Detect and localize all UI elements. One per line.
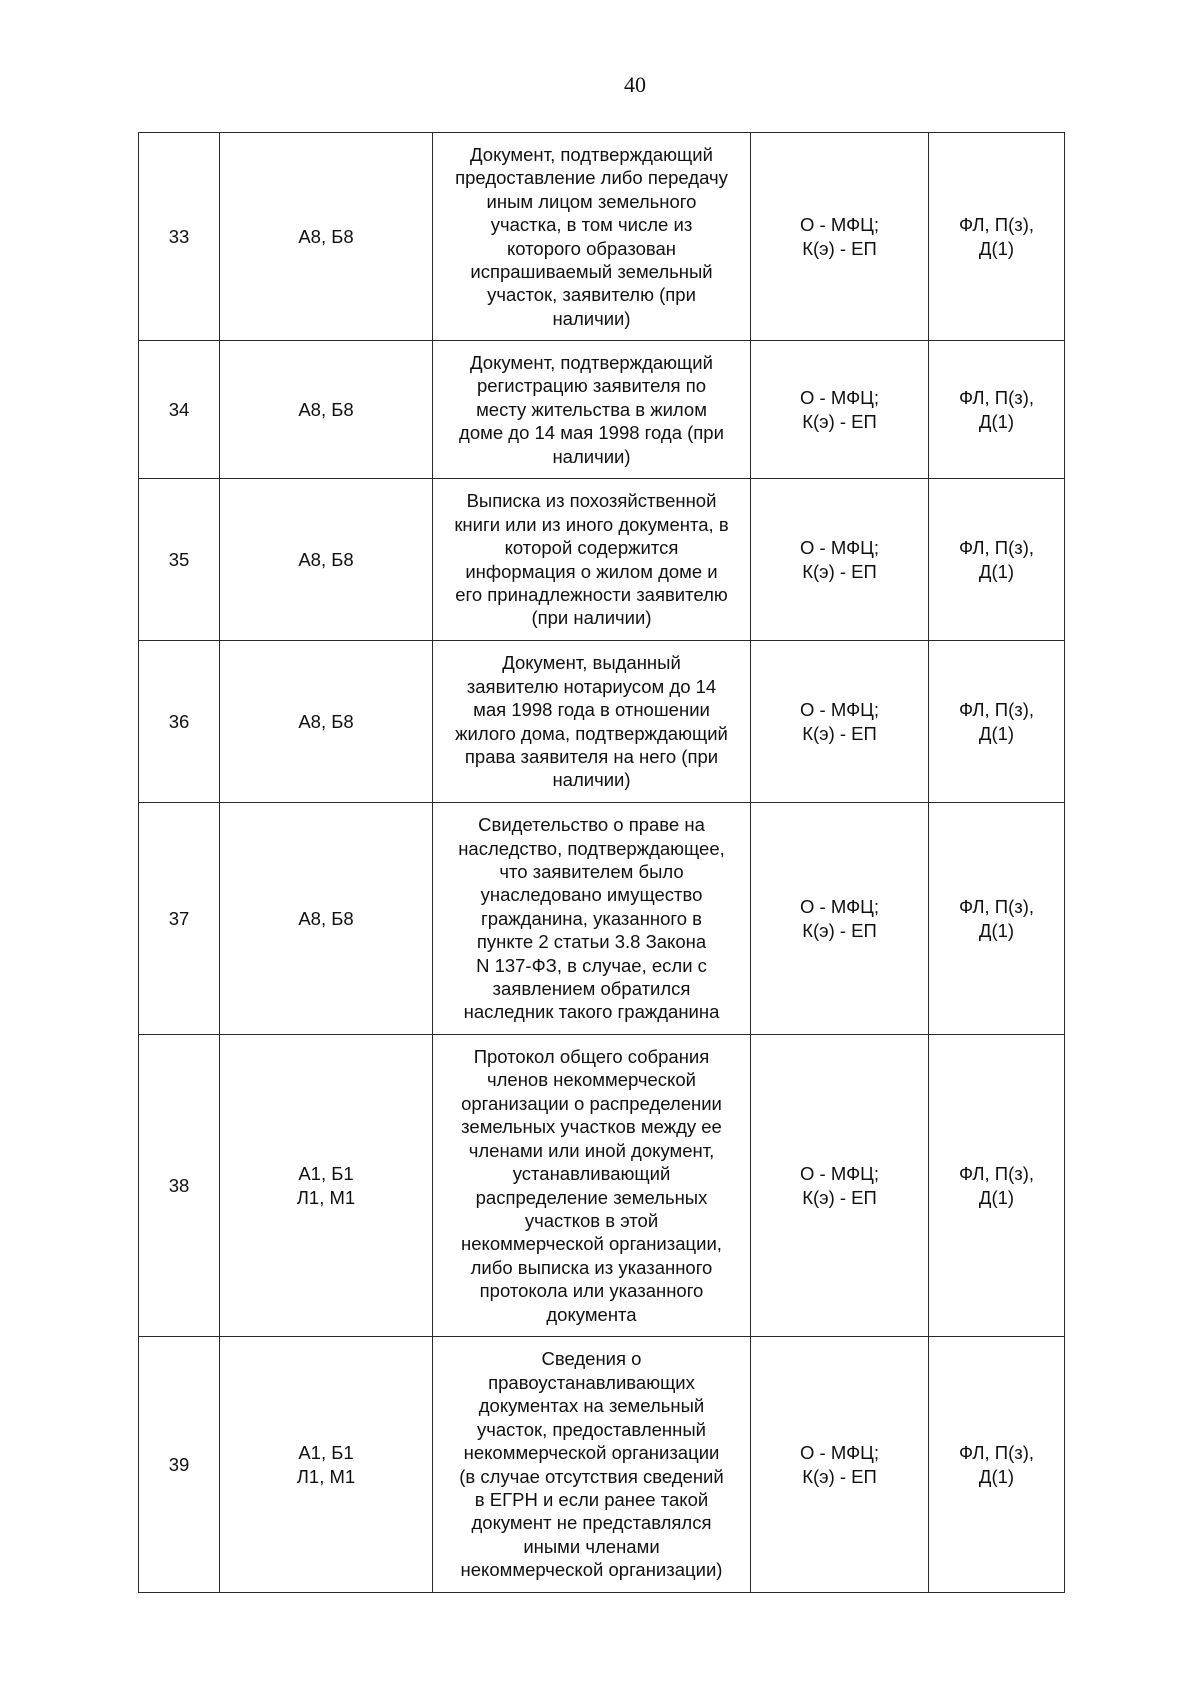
table-row xyxy=(139,1035,1065,1337)
applicants-cell: ФЛ, П(з), Д(1) xyxy=(929,341,1065,479)
document-cell: Сведения о правоустанавливающих документах на земельный участок, предоставленный некоммерческой организации (в случае отсутствия сведений в ЕГРН и если ранее такой документ не представлялся иными членами некоммерческой организации) xyxy=(433,1337,751,1593)
method-cell: О - МФЦ; К(э) - ЕП xyxy=(751,479,929,641)
method-cell: О - МФЦ; К(э) - ЕП xyxy=(751,1035,929,1337)
applicants-cell: ФЛ, П(з), Д(1) xyxy=(929,133,1065,341)
page-number: 40 xyxy=(624,72,646,97)
row-number-cell: 37 xyxy=(139,803,220,1035)
document-cell: Документ, подтверждающий регистрацию заявителя по месту жительства в жилом доме до 14 мая 1998 года (при наличии) xyxy=(433,341,751,479)
row-number-cell: 34 xyxy=(139,341,220,479)
document-cell: Документ, выданный заявителю нотариусом до 14 мая 1998 года в отношении жилого дома, подтверждающий права заявителя на него (при наличии) xyxy=(433,641,751,803)
document-cell: Документ, подтверждающий предоставление либо передачу иным лицом земельного участка, в том числе из которого образован испрашиваемый земельный участок, заявителю (при наличии) xyxy=(433,133,751,341)
table-row xyxy=(139,641,1065,803)
codes-cell: А8, Б8 xyxy=(220,803,433,1035)
row-number-cell: 35 xyxy=(139,479,220,641)
row-number-cell: 33 xyxy=(139,133,220,341)
codes-cell: А8, Б8 xyxy=(220,341,433,479)
documents-table xyxy=(138,132,1065,1593)
applicants-cell: ФЛ, П(з), Д(1) xyxy=(929,1337,1065,1593)
table-row xyxy=(139,133,1065,341)
applicants-cell: ФЛ, П(з), Д(1) xyxy=(929,641,1065,803)
row-number-cell: 38 xyxy=(139,1035,220,1337)
document-cell: Свидетельство о праве на наследство, подтверждающее, что заявителем было унаследовано имущество гражданина, указанного в пункте 2 статьи 3.8 Закона N 137-ФЗ, в случае, если с заявлением обратился наследник такого гражданина xyxy=(433,803,751,1035)
codes-cell: А8, Б8 xyxy=(220,641,433,803)
codes-cell: А8, Б8 xyxy=(220,133,433,341)
table-row xyxy=(139,1337,1065,1593)
method-cell: О - МФЦ; К(э) - ЕП xyxy=(751,133,929,341)
method-cell: О - МФЦ; К(э) - ЕП xyxy=(751,803,929,1035)
applicants-cell: ФЛ, П(з), Д(1) xyxy=(929,1035,1065,1337)
row-number-cell: 39 xyxy=(139,1337,220,1593)
table-row xyxy=(139,341,1065,479)
row-number-cell: 36 xyxy=(139,641,220,803)
method-cell: О - МФЦ; К(э) - ЕП xyxy=(751,1337,929,1593)
method-cell: О - МФЦ; К(э) - ЕП xyxy=(751,641,929,803)
codes-cell: А8, Б8 xyxy=(220,479,433,641)
applicants-cell: ФЛ, П(з), Д(1) xyxy=(929,479,1065,641)
table-row xyxy=(139,479,1065,641)
applicants-cell: ФЛ, П(з), Д(1) xyxy=(929,803,1065,1035)
codes-cell: А1, Б1 Л1, М1 xyxy=(220,1337,433,1593)
document-cell: Выписка из похозяйственной книги или из иного документа, в которой содержится информация о жилом доме и его принадлежности заявителю (при наличии) xyxy=(433,479,751,641)
codes-cell: А1, Б1 Л1, М1 xyxy=(220,1035,433,1337)
method-cell: О - МФЦ; К(э) - ЕП xyxy=(751,341,929,479)
table-row xyxy=(139,803,1065,1035)
document-cell: Протокол общего собрания членов некоммерческой организации о распределении земельных участков между ее членами или иной документ, устанавливающий распределение земельных участков в этой некоммерческой организации, либо выписка из указанного протокола или указанного документа xyxy=(433,1035,751,1337)
